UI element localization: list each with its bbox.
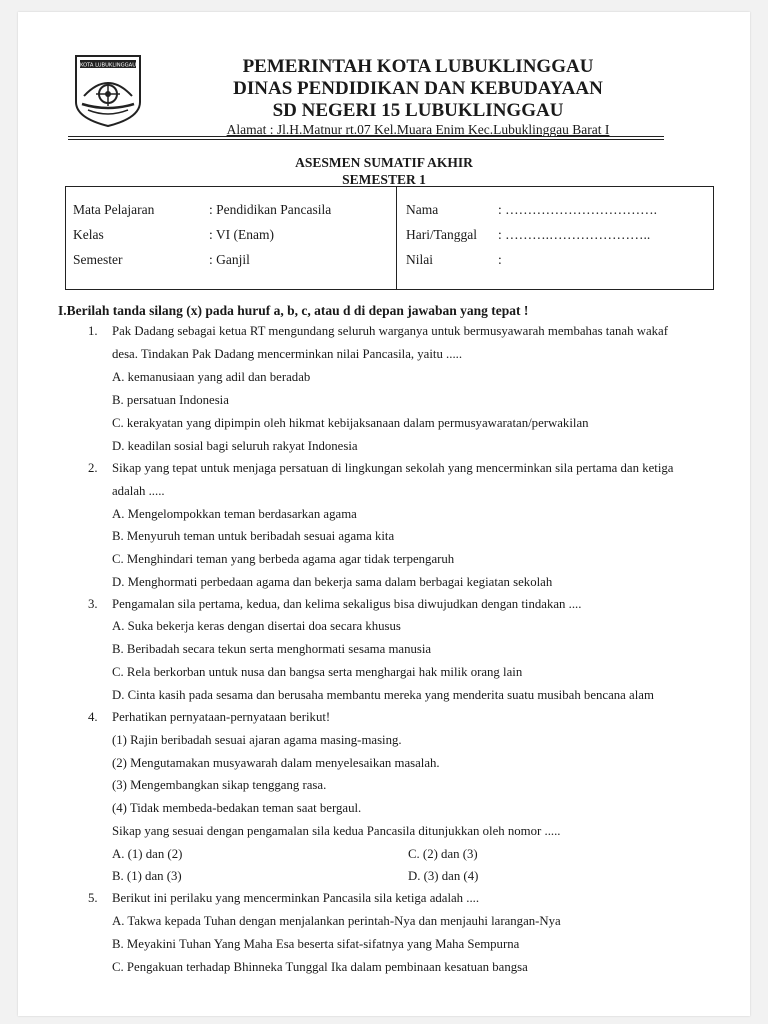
answer-option[interactable]: D. Cinta kasih pada sesama dan berusaha membantu mereka yang menderita suatu musibah bencana alam <box>112 688 654 702</box>
question-number: 5. <box>88 891 98 905</box>
question-text: desa. Tindakan Pak Dadang mencerminkan nilai Pancasila, yaitu ..... <box>112 347 463 361</box>
answer-option[interactable]: C. Menghindari teman yang berbeda agama agar tidak terpengaruh <box>112 552 455 566</box>
question-text: Perhatikan pernyataan-pernyataan berikut! <box>112 710 331 724</box>
statement-item: (2) Mengutamakan musyawarah dalam menyelesaikan masalah. <box>112 756 440 770</box>
answer-option[interactable]: C. Pengakuan terhadap Bhinneka Tunggal Ika dalam pembinaan kesatuan bangsa <box>112 960 528 974</box>
svg-text:KOTA LUBUKLINGGAU: KOTA LUBUKLINGGAU <box>79 62 137 69</box>
header-line-3: SD NEGERI 15 LUBUKLINGGAU <box>272 100 564 121</box>
answer-option[interactable]: A. kemanusiaan yang adil dan beradab <box>112 370 311 384</box>
statement-item: (1) Rajin beribadah sesuai ajaran agama masing-masing. <box>112 733 402 747</box>
section-instruction: I.Berilah tanda silang (x) pada huruf a, b, c, atau d di depan jawaban yang tepat ! <box>58 303 529 318</box>
info-value-score: : <box>498 252 502 267</box>
answer-option[interactable]: D. (3) dan (4) <box>408 869 479 883</box>
question-text: adalah ..... <box>112 484 165 498</box>
answer-option[interactable]: C. (2) dan (3) <box>408 847 478 861</box>
info-value-class: : VI (Enam) <box>209 227 274 242</box>
info-label-score: Nilai <box>406 252 433 267</box>
info-value-name: : ……………………………. <box>498 202 658 217</box>
exam-title: ASESMEN SUMATIF AKHIR <box>295 155 473 170</box>
info-label-name: Nama <box>406 202 439 217</box>
answer-option[interactable]: C. Rela berkorban untuk nusa dan bangsa serta menghargai hak milik orang lain <box>112 665 523 679</box>
info-label-date: Hari/Tanggal <box>406 227 478 242</box>
header-rule-thin <box>68 139 664 140</box>
question-text: Sikap yang tepat untuk menjaga persatuan di lingkungan sekolah yang mencerminkan sila pertama dan ketiga <box>112 461 674 475</box>
question-text: Pak Dadang sebagai ketua RT mengundang seluruh warganya untuk bermusyawarah membahas tanah wakaf <box>112 324 668 338</box>
info-box-divider <box>396 187 397 289</box>
info-label-subject: Mata Pelajaran <box>73 202 155 217</box>
question-text: Pengamalan sila pertama, kedua, dan kelima sekaligus bisa diwujudkan dengan tindakan .... <box>112 597 582 611</box>
header-line-2: DINAS PENDIDIKAN DAN KEBUDAYAAN <box>233 78 603 99</box>
statement-item: (4) Tidak membeda-bedakan teman saat bergaul. <box>112 801 362 815</box>
question-number: 4. <box>88 710 98 724</box>
answer-option[interactable]: D. Menghormati perbedaan agama dan bekerja sama dalam berbagai kegiatan sekolah <box>112 575 553 589</box>
answer-option[interactable]: B. Beribadah secara tekun serta menghormati sesama manusia <box>112 642 432 656</box>
answer-option[interactable]: A. Takwa kepada Tuhan dengan menjalankan perintah-Nya dan menjauhi larangan-Nya <box>112 914 561 928</box>
info-value-date: : ……….………………….. <box>498 227 651 242</box>
exam-page <box>18 12 750 1016</box>
city-emblem-icon <box>72 52 144 128</box>
question-prompt: Sikap yang sesuai dengan pengamalan sila kedua Pancasila ditunjukkan oleh nomor ..... <box>112 824 561 838</box>
question-number: 2. <box>88 461 98 475</box>
answer-option[interactable]: B. Menyuruh teman untuk beribadah sesuai agama kita <box>112 529 395 543</box>
header-rule <box>68 136 664 137</box>
info-label-class: Kelas <box>73 227 104 242</box>
answer-option[interactable]: A. Mengelompokkan teman berdasarkan agama <box>112 507 357 521</box>
question-number: 3. <box>88 597 98 611</box>
student-info-box <box>65 186 714 290</box>
answer-option[interactable]: A. Suka bekerja keras dengan disertai doa secara khusus <box>112 619 401 633</box>
info-label-semester: Semester <box>73 252 123 267</box>
exam-semester: SEMESTER 1 <box>342 172 426 187</box>
info-value-semester: : Ganjil <box>209 252 250 267</box>
answer-option[interactable]: C. kerakyatan yang dipimpin oleh hikmat kebijaksanaan dalam permusyawaratan/perwakilan <box>112 416 589 430</box>
answer-option[interactable]: A. (1) dan (2) <box>112 847 183 861</box>
question-number: 1. <box>88 324 98 338</box>
info-value-subject: : Pendidikan Pancasila <box>209 202 332 217</box>
question-text: Berikut ini perilaku yang mencerminkan Pancasila sila ketiga adalah .... <box>112 891 480 905</box>
statement-item: (3) Mengembangkan sikap tenggang rasa. <box>112 778 327 792</box>
answer-option[interactable]: B. persatuan Indonesia <box>112 393 229 407</box>
answer-option[interactable]: B. (1) dan (3) <box>112 869 182 883</box>
header-line-1: PEMERINTAH KOTA LUBUKLINGGAU <box>242 56 594 77</box>
school-address: Alamat : Jl.H.Matnur rt.07 Kel.Muara Enim Kec.Lubuklinggau Barat I <box>226 122 610 137</box>
answer-option[interactable]: B. Meyakini Tuhan Yang Maha Esa beserta sifat-sifatnya yang Maha Sempurna <box>112 937 520 951</box>
answer-option[interactable]: D. keadilan sosial bagi seluruh rakyat Indonesia <box>112 439 358 453</box>
